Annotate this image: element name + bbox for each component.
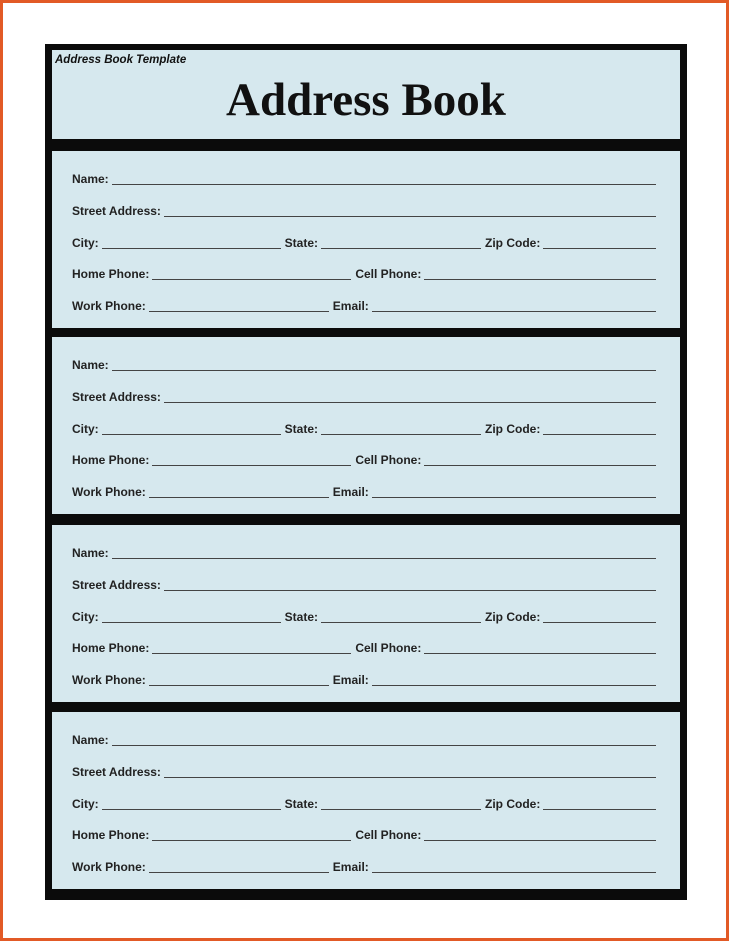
entry-row	[72, 793, 656, 811]
zip-code-field[interactable]	[543, 809, 656, 810]
cell-phone-label: Cell Phone:	[355, 641, 422, 655]
work-phone-field[interactable]	[149, 685, 329, 686]
name-label: Name:	[72, 172, 109, 186]
work-phone-label: Work Phone:	[72, 485, 146, 499]
work-phone-field[interactable]	[149, 497, 329, 498]
state-field[interactable]	[321, 434, 481, 435]
email-field[interactable]	[372, 497, 656, 498]
email-label: Email:	[332, 673, 369, 687]
zip-code-field[interactable]	[543, 434, 656, 435]
work-phone-label: Work Phone:	[72, 860, 146, 874]
street-address-field[interactable]	[164, 216, 656, 217]
city-field[interactable]	[102, 434, 281, 435]
home-phone-label: Home Phone:	[72, 267, 150, 281]
state-label: State:	[284, 610, 319, 624]
work-phone-label: Work Phone:	[72, 299, 146, 313]
name-label: Name:	[72, 546, 109, 560]
name-field[interactable]	[112, 745, 656, 746]
city-label: City:	[72, 610, 99, 624]
entry-row	[72, 481, 656, 499]
zip-code-label: Zip Code:	[485, 422, 541, 436]
entry-row	[72, 669, 656, 687]
email-label: Email:	[332, 299, 369, 313]
cell-phone-label: Cell Phone:	[355, 828, 422, 842]
email-field[interactable]	[372, 311, 656, 312]
zip-code-field[interactable]	[543, 248, 656, 249]
home-phone-field[interactable]	[152, 465, 351, 466]
street-address-label: Street Address:	[72, 390, 161, 404]
street-address-label: Street Address:	[72, 578, 161, 592]
state-label: State:	[284, 236, 319, 250]
entry-row	[72, 574, 656, 592]
entry-row	[72, 729, 656, 747]
entry-row	[72, 295, 656, 313]
header-panel	[52, 50, 680, 139]
template-label: Address Book Template	[55, 54, 187, 66]
home-phone-field[interactable]	[152, 279, 351, 280]
entry-row	[72, 263, 656, 281]
email-field[interactable]	[372, 685, 656, 686]
cell-phone-field[interactable]	[424, 653, 656, 654]
contact-entry	[52, 712, 680, 889]
city-field[interactable]	[102, 809, 281, 810]
email-label: Email:	[332, 860, 369, 874]
entry-row	[72, 386, 656, 404]
entry-row	[72, 761, 656, 779]
state-field[interactable]	[321, 622, 481, 623]
street-address-label: Street Address:	[72, 765, 161, 779]
contact-entry	[52, 151, 680, 328]
zip-code-label: Zip Code:	[485, 236, 541, 250]
entry-row	[72, 449, 656, 467]
city-field[interactable]	[102, 622, 281, 623]
entry-row	[72, 542, 656, 560]
contact-entry	[52, 525, 680, 702]
city-label: City:	[72, 236, 99, 250]
entry-row	[72, 354, 656, 372]
address-book-sheet	[45, 44, 687, 900]
home-phone-label: Home Phone:	[72, 453, 150, 467]
entry-row	[72, 232, 656, 250]
entry-row	[72, 824, 656, 842]
entry-row	[72, 168, 656, 186]
email-label: Email:	[332, 485, 369, 499]
name-label: Name:	[72, 733, 109, 747]
name-field[interactable]	[112, 184, 656, 185]
state-field[interactable]	[321, 248, 481, 249]
city-field[interactable]	[102, 248, 281, 249]
email-field[interactable]	[372, 872, 656, 873]
entry-row	[72, 856, 656, 874]
work-phone-label: Work Phone:	[72, 673, 146, 687]
page-title: Address Book	[226, 74, 506, 126]
cell-phone-label: Cell Phone:	[355, 453, 422, 467]
street-address-field[interactable]	[164, 590, 656, 591]
name-label: Name:	[72, 358, 109, 372]
zip-code-field[interactable]	[543, 622, 656, 623]
street-address-label: Street Address:	[72, 204, 161, 218]
name-field[interactable]	[112, 558, 656, 559]
work-phone-field[interactable]	[149, 872, 329, 873]
city-label: City:	[72, 797, 99, 811]
entry-row	[72, 418, 656, 436]
street-address-field[interactable]	[164, 402, 656, 403]
contact-entry	[52, 337, 680, 514]
state-label: State:	[284, 797, 319, 811]
cell-phone-field[interactable]	[424, 279, 656, 280]
state-label: State:	[284, 422, 319, 436]
entry-row	[72, 200, 656, 218]
cell-phone-label: Cell Phone:	[355, 267, 422, 281]
name-field[interactable]	[112, 370, 656, 371]
entry-row	[72, 637, 656, 655]
home-phone-field[interactable]	[152, 653, 351, 654]
state-field[interactable]	[321, 809, 481, 810]
zip-code-label: Zip Code:	[485, 610, 541, 624]
home-phone-label: Home Phone:	[72, 828, 150, 842]
city-label: City:	[72, 422, 99, 436]
home-phone-label: Home Phone:	[72, 641, 150, 655]
cell-phone-field[interactable]	[424, 840, 656, 841]
zip-code-label: Zip Code:	[485, 797, 541, 811]
cell-phone-field[interactable]	[424, 465, 656, 466]
home-phone-field[interactable]	[152, 840, 351, 841]
work-phone-field[interactable]	[149, 311, 329, 312]
street-address-field[interactable]	[164, 777, 656, 778]
entry-row	[72, 606, 656, 624]
